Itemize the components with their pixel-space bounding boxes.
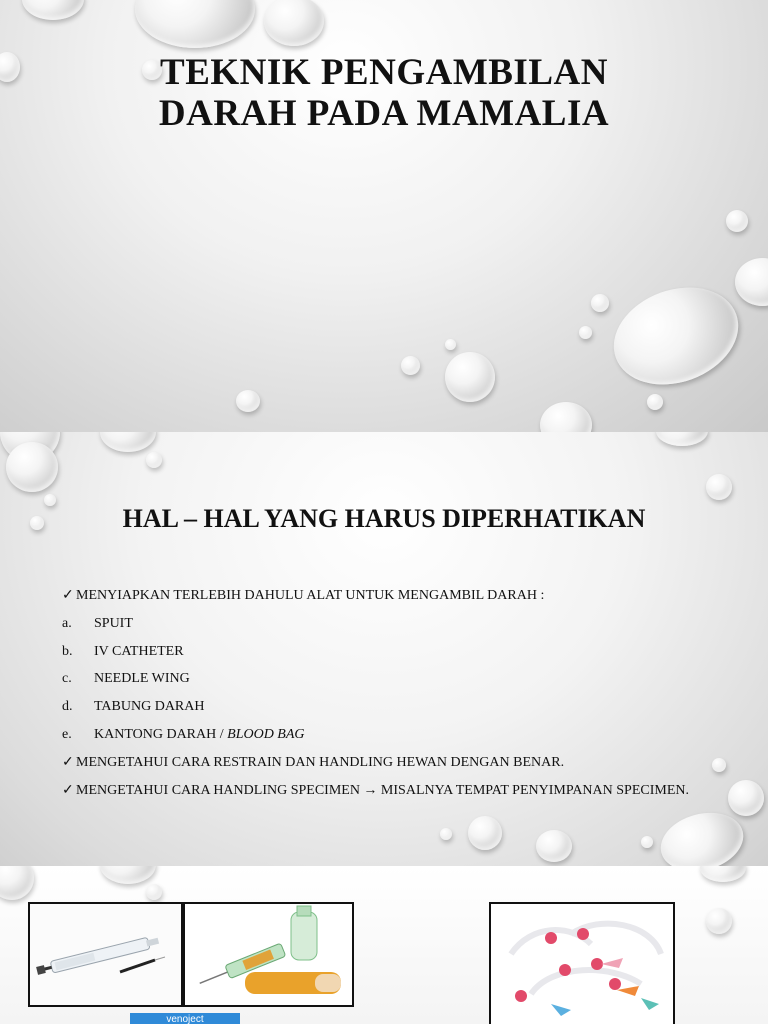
list-item (62, 642, 689, 670)
checklist-slide (0, 432, 768, 866)
title-slide (0, 0, 768, 432)
equipment-slide (0, 866, 768, 1024)
list-item (62, 697, 689, 725)
water-drop (706, 474, 732, 500)
list-text: SPUIT (94, 615, 133, 631)
water-drop (146, 452, 162, 468)
spuit-photo (28, 902, 183, 1007)
water-drop (654, 804, 750, 866)
list-item (62, 586, 689, 614)
list-item (62, 781, 689, 809)
water-drop (540, 402, 592, 432)
title-line-2: DARAH PADA MAMALIA (158, 93, 610, 134)
water-drop (445, 352, 495, 402)
point-text: MENGETAHUI CARA RESTRAIN DAN HANDLING HEWAN DENGAN BENAR. (76, 754, 565, 770)
venoject-label: venoject (130, 1013, 240, 1024)
catheter-icon (185, 904, 352, 1005)
water-drop (440, 828, 452, 840)
list-text: KANTONG DARAH / (94, 726, 228, 742)
water-drop (712, 758, 726, 772)
list-letter: a. (62, 615, 72, 631)
list-letter: e. (62, 726, 72, 742)
needle-wing-photo (489, 902, 675, 1024)
list-letter: d. (62, 699, 73, 715)
syringe-icon (30, 904, 181, 1005)
water-drop (728, 780, 764, 816)
needle-wing-icon (491, 904, 673, 1024)
water-drop (726, 210, 748, 232)
water-drop (536, 830, 572, 862)
water-drop (135, 0, 255, 48)
list-letter: c. (62, 671, 72, 687)
water-drop (591, 294, 609, 312)
water-drop (100, 866, 156, 884)
intro-text: MENYIAPKAN TERLEBIH DAHULU ALAT UNTUK MENGAMBIL DARAH : (76, 588, 545, 603)
list-item (62, 669, 689, 697)
water-drop (641, 836, 653, 848)
water-drop (445, 339, 456, 350)
check-icon: ✓ (62, 782, 74, 798)
water-drop (264, 0, 324, 46)
iv-catheter-photo (183, 902, 354, 1007)
water-drop (579, 326, 592, 339)
check-icon: ✓ (62, 754, 74, 770)
water-drop (600, 271, 752, 401)
water-drop (700, 866, 746, 882)
checklist (62, 586, 689, 808)
water-drop (100, 432, 156, 452)
list-letter: b. (62, 643, 73, 659)
list-item (62, 614, 689, 642)
slide-heading: HAL – HAL YANG HARUS DIPERHATIKAN (122, 504, 646, 533)
water-drop (6, 442, 58, 492)
list-text: NEEDLE WING (94, 671, 190, 687)
list-text: IV CATHETER (94, 643, 184, 659)
title-line-1: TEKNIK PENGAMBILAN (160, 52, 608, 93)
water-drop (236, 390, 260, 412)
water-drop (647, 394, 663, 410)
list-item (62, 725, 689, 753)
water-drop (401, 356, 420, 375)
water-drop (0, 866, 34, 900)
water-drop (706, 908, 732, 934)
point-text: MENGETAHUI CARA HANDLING SPECIMEN → MISALNYA TEMPAT PENYIMPANAN SPECIMEN. (76, 782, 689, 798)
water-drop (22, 0, 84, 20)
list-text: TABUNG DARAH (94, 699, 205, 715)
water-drop (468, 816, 502, 850)
list-item (62, 753, 689, 781)
check-icon: ✓ (62, 588, 74, 603)
water-drop (656, 432, 708, 446)
water-drop (146, 884, 162, 900)
page-title (0, 52, 768, 134)
list-text-italic: BLOOD BAG (227, 726, 305, 742)
water-drop (735, 258, 768, 306)
